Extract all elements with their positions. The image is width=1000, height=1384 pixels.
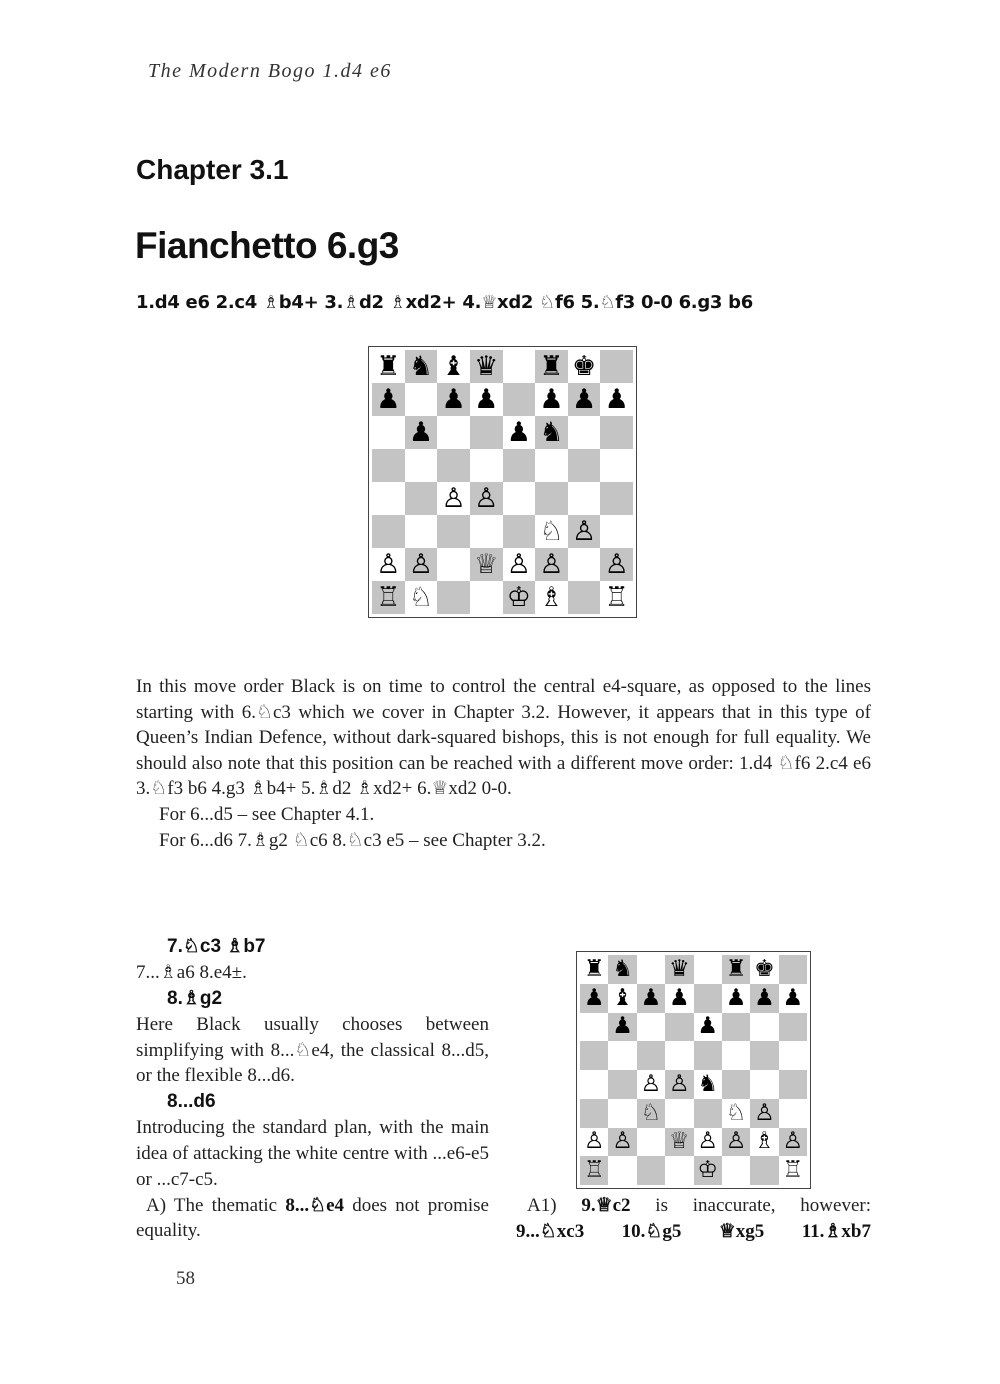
chess-diagram-1 (368, 346, 637, 618)
square-c7: ♟ (437, 383, 470, 416)
square-a8: ♜ (583, 955, 605, 982)
square-a6 (580, 1013, 608, 1042)
square-e4: ♞ (697, 1070, 718, 1097)
variation-a-move: 8...♘e4 (285, 1194, 345, 1216)
square-e1: ♔ (694, 1156, 722, 1185)
square-c6 (637, 1013, 665, 1042)
square-e6: ♟ (506, 417, 531, 448)
square-h3 (779, 1099, 807, 1128)
square-c4: ♙ (640, 1070, 662, 1097)
square-a7: ♟ (580, 984, 608, 1013)
square-h1: ♖ (782, 1157, 804, 1184)
square-b1 (608, 1156, 636, 1185)
square-d4: ♙ (665, 1070, 693, 1099)
square-e8 (694, 955, 722, 984)
square-g7: ♟ (750, 984, 778, 1013)
square-h3 (600, 515, 633, 548)
square-f7: ♟ (725, 984, 747, 1011)
square-d5 (665, 1041, 693, 1070)
square-h5 (600, 449, 633, 482)
square-a7: ♟ (372, 383, 405, 416)
chapter-title: Fianchetto 6.g3 (135, 225, 399, 266)
square-e4 (503, 482, 536, 515)
square-b5 (405, 449, 438, 482)
square-a2: ♙ (583, 1128, 605, 1155)
square-f5 (722, 1041, 750, 1070)
square-f5 (535, 449, 568, 482)
variation-a (136, 1193, 489, 1245)
move-heading-7: 7.♘c3 ♗b7 (167, 936, 266, 957)
square-h7: ♟ (604, 384, 629, 415)
square-e3 (694, 1099, 722, 1128)
square-f3: ♘ (725, 1099, 747, 1126)
square-f2: ♙ (535, 548, 568, 581)
square-d8: ♛ (470, 350, 503, 383)
square-g6 (568, 416, 601, 449)
square-a1: ♖ (372, 581, 405, 614)
variation-a1-move: 9.♕c2 (581, 1195, 631, 1216)
square-b3 (608, 1099, 636, 1128)
square-f6 (722, 1013, 750, 1042)
square-a4 (372, 482, 405, 515)
square-c2 (637, 1128, 665, 1157)
square-b6: ♟ (405, 416, 438, 449)
square-g2: ♗ (754, 1128, 775, 1155)
square-g3: ♙ (750, 1099, 778, 1128)
square-b1: ♘ (408, 582, 434, 613)
square-d1 (470, 581, 503, 614)
square-f7: ♟ (539, 384, 564, 415)
square-c8: ♝ (441, 351, 466, 382)
square-b5 (608, 1041, 636, 1070)
square-g5 (750, 1041, 778, 1070)
square-f4 (722, 1070, 750, 1099)
square-g2 (568, 548, 601, 581)
square-c6 (437, 416, 470, 449)
right-column (516, 1193, 871, 1245)
square-d6 (470, 416, 503, 449)
square-c7: ♟ (637, 984, 665, 1013)
square-e7 (694, 984, 722, 1013)
square-b7: ♝ (612, 984, 633, 1011)
variation-a1-continuation: 9...♘xc3 10.♘g5 ♕xg5 11.♗xb7 (516, 1221, 871, 1242)
square-a2: ♙ (376, 549, 401, 580)
square-d2: ♕ (665, 1128, 693, 1157)
square-g4 (750, 1070, 778, 1099)
square-f3: ♘ (539, 516, 564, 547)
square-g7: ♟ (568, 383, 601, 416)
square-c2 (437, 548, 470, 581)
square-h4 (779, 1070, 807, 1099)
see-reference-1: For 6...d5 – see Chapter 4.1. (159, 803, 375, 825)
alternative-7: 7...♗a6 8.e4±. (136, 962, 247, 983)
square-e8 (503, 350, 536, 383)
square-f1: ♗ (539, 582, 564, 613)
square-b2: ♙ (405, 548, 438, 581)
square-d7: ♟ (474, 384, 499, 415)
square-a1: ♖ (580, 1156, 608, 1185)
square-e5 (503, 449, 536, 482)
square-e1: ♔ (503, 581, 536, 614)
square-d2: ♕ (470, 548, 503, 581)
square-b4 (608, 1070, 636, 1099)
square-a5 (372, 449, 405, 482)
square-g4 (568, 482, 601, 515)
square-a3 (580, 1099, 608, 1128)
square-e2: ♙ (697, 1128, 718, 1155)
chapter-label: Chapter 3.1 (136, 154, 289, 185)
square-d3 (470, 515, 503, 548)
square-c1 (437, 581, 470, 614)
square-h2: ♙ (779, 1128, 807, 1157)
square-h4 (600, 482, 633, 515)
see-reference-2: For 6...d6 7.♗g2 ♘c6 8.♘c3 e5 – see Chapter 3.2. (159, 829, 546, 851)
square-b2: ♙ (608, 1128, 636, 1157)
square-f1 (722, 1156, 750, 1185)
square-e7 (503, 383, 536, 416)
square-h6 (600, 416, 633, 449)
square-h8 (600, 350, 633, 383)
square-c5 (637, 1041, 665, 1070)
square-b4 (405, 482, 438, 515)
square-g5 (568, 449, 601, 482)
left-column (136, 934, 489, 1244)
square-a4 (580, 1070, 608, 1099)
square-d3 (665, 1099, 693, 1128)
variation-a-prefix: A) The thematic (146, 1194, 286, 1216)
square-d8: ♛ (665, 955, 693, 984)
move-heading-8-black: 8...d6 (167, 1091, 216, 1113)
square-a8: ♜ (376, 351, 401, 382)
square-c8 (637, 955, 665, 984)
square-c5 (437, 449, 470, 482)
square-f4 (535, 482, 568, 515)
intro-section (136, 674, 871, 853)
square-f2: ♙ (722, 1128, 750, 1157)
square-d6 (665, 1013, 693, 1042)
variation-a1 (516, 1193, 871, 1219)
square-d4: ♙ (470, 482, 503, 515)
square-e6: ♟ (697, 1013, 718, 1040)
square-b3 (405, 515, 438, 548)
square-f8: ♜ (722, 955, 750, 984)
square-a5 (580, 1041, 608, 1070)
square-g1 (568, 581, 601, 614)
variation-a1-prefix: A1) (527, 1195, 582, 1216)
square-d7: ♟ (669, 984, 690, 1011)
square-g6 (750, 1013, 778, 1042)
running-header: The Modern Bogo 1.d4 e6 (148, 60, 392, 82)
square-a6 (372, 416, 405, 449)
square-e3 (503, 515, 536, 548)
square-h6 (779, 1013, 807, 1042)
square-g8: ♚ (754, 955, 775, 982)
commentary-8-black: Introducing the standard plan, with the main idea of attacking the white centre with ...e6-e5 or ...c7-c5. (136, 1117, 489, 1190)
commentary-8: Here Black usually chooses between simplifying with 8...♘e4, the classical 8...d5, or the flexible 8...d6. (136, 1013, 489, 1087)
square-h7: ♟ (782, 984, 804, 1011)
square-e5 (694, 1041, 722, 1070)
square-g8: ♚ (571, 351, 597, 382)
move-heading-8: 8.♗g2 (167, 987, 223, 1009)
square-h8 (779, 955, 807, 984)
square-b6: ♟ (608, 1013, 636, 1042)
page-number: 58 (176, 1268, 195, 1289)
square-c3 (437, 515, 470, 548)
square-b8: ♞ (405, 350, 438, 383)
square-c1 (637, 1156, 665, 1185)
square-h1: ♖ (604, 582, 629, 613)
square-h2: ♙ (600, 548, 633, 581)
variation-a1-text: is inaccurate, however: (630, 1195, 871, 1216)
chess-diagram-2 (576, 951, 811, 1189)
square-e2: ♙ (506, 549, 531, 580)
intro-paragraph: In this move order Black is on time to control the central e4-square, as opposed to the lines starting with 6.♘c3 which we cover in Chapter 3.2. However, it appears that in this type of Queen’s Indian Defence, without dark-squared bishops, this is not enough for full equality. We should also note that this position can be reached with a different move order: 1.d4 ♘f6 2.c4 e6 3.♘f3 b6 4.g3 ♗b4+ 5.♗d2 ♗xd2+ 6.♕xd2 0-0. (136, 676, 871, 800)
square-d1 (665, 1156, 693, 1185)
variation-a-suffix: does not promise equality. (136, 1194, 489, 1242)
square-d5 (470, 449, 503, 482)
square-b7 (405, 383, 438, 416)
square-g3: ♙ (568, 515, 601, 548)
square-c4: ♙ (441, 483, 466, 514)
square-c3: ♘ (637, 1099, 665, 1128)
main-line-moves: 1.d4 e6 2.c4 ♗b4+ 3.♗d2 ♗xd2+ 4.♕xd2 ♘f6 5.♘f3 0-0 6.g3 b6 (136, 292, 753, 313)
square-b8: ♞ (608, 955, 636, 984)
square-f6: ♞ (535, 416, 568, 449)
square-h5 (779, 1041, 807, 1070)
square-f8: ♜ (535, 350, 568, 383)
square-a3 (372, 515, 405, 548)
square-g1 (750, 1156, 778, 1185)
